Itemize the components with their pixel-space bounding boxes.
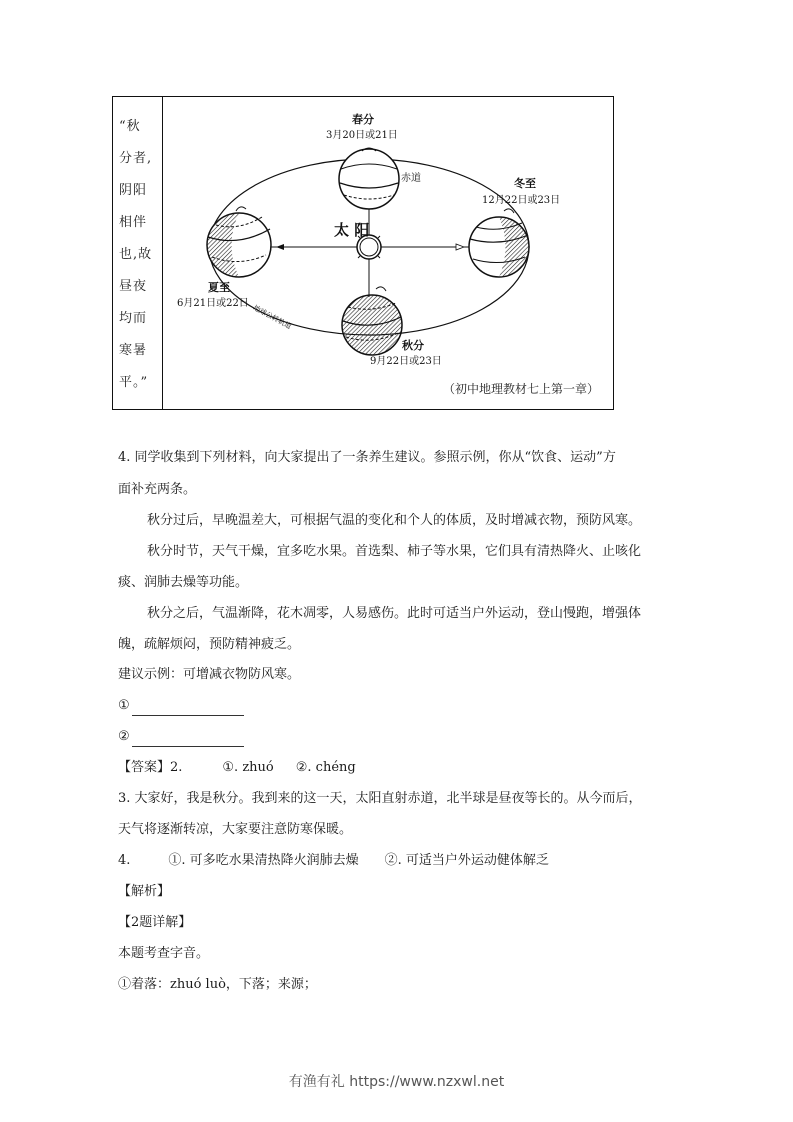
winter-solstice-date: 12月22日或23日 bbox=[482, 195, 561, 206]
answer-4-1: ①. 可多吃水果清热降火润肺去燥 bbox=[168, 853, 359, 868]
autumn-equinox-label: 秋分 bbox=[402, 339, 424, 352]
quote-line: 分者, bbox=[119, 151, 153, 166]
spring-equinox-date: 3月20日或21日 bbox=[326, 130, 398, 141]
answer-2-2: ②. chéng bbox=[295, 760, 356, 775]
material-paragraph-2-line1: 秋分时节，天气干燥，宜多吃水果。首选梨、柿子等水果，它们具有清热降火、止咳化 bbox=[147, 544, 642, 559]
blank-line-2[interactable] bbox=[132, 732, 244, 747]
blank-line-1[interactable] bbox=[132, 701, 244, 716]
blank-marker-2: ② bbox=[118, 729, 130, 744]
figure-source: （初中地理教材七上第一章） bbox=[442, 382, 599, 396]
answer-4-2: ②. 可适当户外运动健体解乏 bbox=[384, 853, 549, 868]
summer-globe bbox=[207, 207, 271, 277]
autumn-equinox-date: 9月22日或23日 bbox=[370, 356, 442, 367]
material-paragraph-1: 秋分过后，早晚温差大，可根据气温的变化和个人的体质，及时增减衣物，预防风寒。 bbox=[147, 513, 642, 528]
answer-q3-line2: 天气将逐渐转凉，大家要注意防寒保暖。 bbox=[118, 822, 353, 837]
analysis-label: 【解析】 bbox=[118, 884, 171, 899]
equator-label: 赤道 bbox=[401, 173, 421, 184]
winter-solstice-label: 冬至 bbox=[514, 177, 536, 190]
quote-line: 昼夜 bbox=[119, 279, 148, 294]
material-paragraph-3-line2: 魄，疏解烦闷，预防精神疲乏。 bbox=[118, 637, 301, 652]
suggestion-example: 建议示例：可增减衣物防风寒。 bbox=[118, 667, 301, 682]
material-paragraph-2-line2: 痰、润肺去燥等功能。 bbox=[118, 575, 249, 590]
sun-label: 太 阳 bbox=[334, 221, 370, 239]
question4-prompt-line1: 4. 同学收集到下列材料，向大家提出了一条养生建议。参照示例，你从“饮食、运动”方 bbox=[118, 450, 616, 465]
answer-blank-1 bbox=[118, 696, 244, 716]
winter-globe bbox=[469, 209, 529, 277]
answer-4-label: 4. bbox=[118, 853, 131, 868]
summer-solstice-date: 6月21日或22日 bbox=[177, 298, 249, 309]
answer-q2 bbox=[118, 758, 356, 778]
spring-equinox-label: 春分 bbox=[352, 113, 374, 126]
quote-line: 寒暑 bbox=[119, 343, 148, 358]
figure-table bbox=[112, 96, 614, 410]
autumn-globe bbox=[342, 287, 402, 355]
quote-line: 平。” bbox=[119, 375, 149, 390]
orbit-label: 地球公转轨道 bbox=[251, 303, 293, 331]
quote-line: 也,故 bbox=[119, 247, 153, 262]
footer-watermark: 有渔有礼 https://www.nzxwl.net bbox=[288, 1074, 505, 1090]
blank-marker-1: ① bbox=[118, 698, 130, 713]
quote-line: 均而 bbox=[119, 311, 148, 326]
summer-solstice-label: 夏至 bbox=[208, 281, 230, 294]
quote-line: “秋 bbox=[119, 119, 141, 134]
answer-label: 【答案】2. bbox=[118, 760, 183, 775]
material-paragraph-3-line1: 秋分之后，气温渐降，花木凋零，人易感伤。此时可适当户外运动，登山慢跑，增强体 bbox=[147, 606, 642, 621]
spring-globe bbox=[339, 148, 399, 209]
earth-orbit-diagram bbox=[164, 97, 613, 409]
analysis-item-1: ①着落：zhuó luò，下落；来源； bbox=[118, 977, 317, 992]
answer-blank-2 bbox=[118, 727, 244, 747]
analysis-sub-label: 【2题详解】 bbox=[118, 915, 192, 930]
quote-line: 相伴 bbox=[119, 215, 148, 230]
answer-2-1: ①. zhuó bbox=[222, 760, 274, 775]
question4-prompt-line2: 面补充两条。 bbox=[118, 482, 197, 497]
analysis-intro: 本题考查字音。 bbox=[118, 946, 210, 961]
quote-line: 阴阳 bbox=[119, 183, 148, 198]
quote-cell bbox=[113, 97, 163, 409]
answer-q3-line1: 3. 大家好，我是秋分。我到来的这一天，太阳直射赤道，北半球是昼夜等长的。从今而后， bbox=[118, 791, 642, 806]
answer-q4 bbox=[118, 851, 549, 871]
